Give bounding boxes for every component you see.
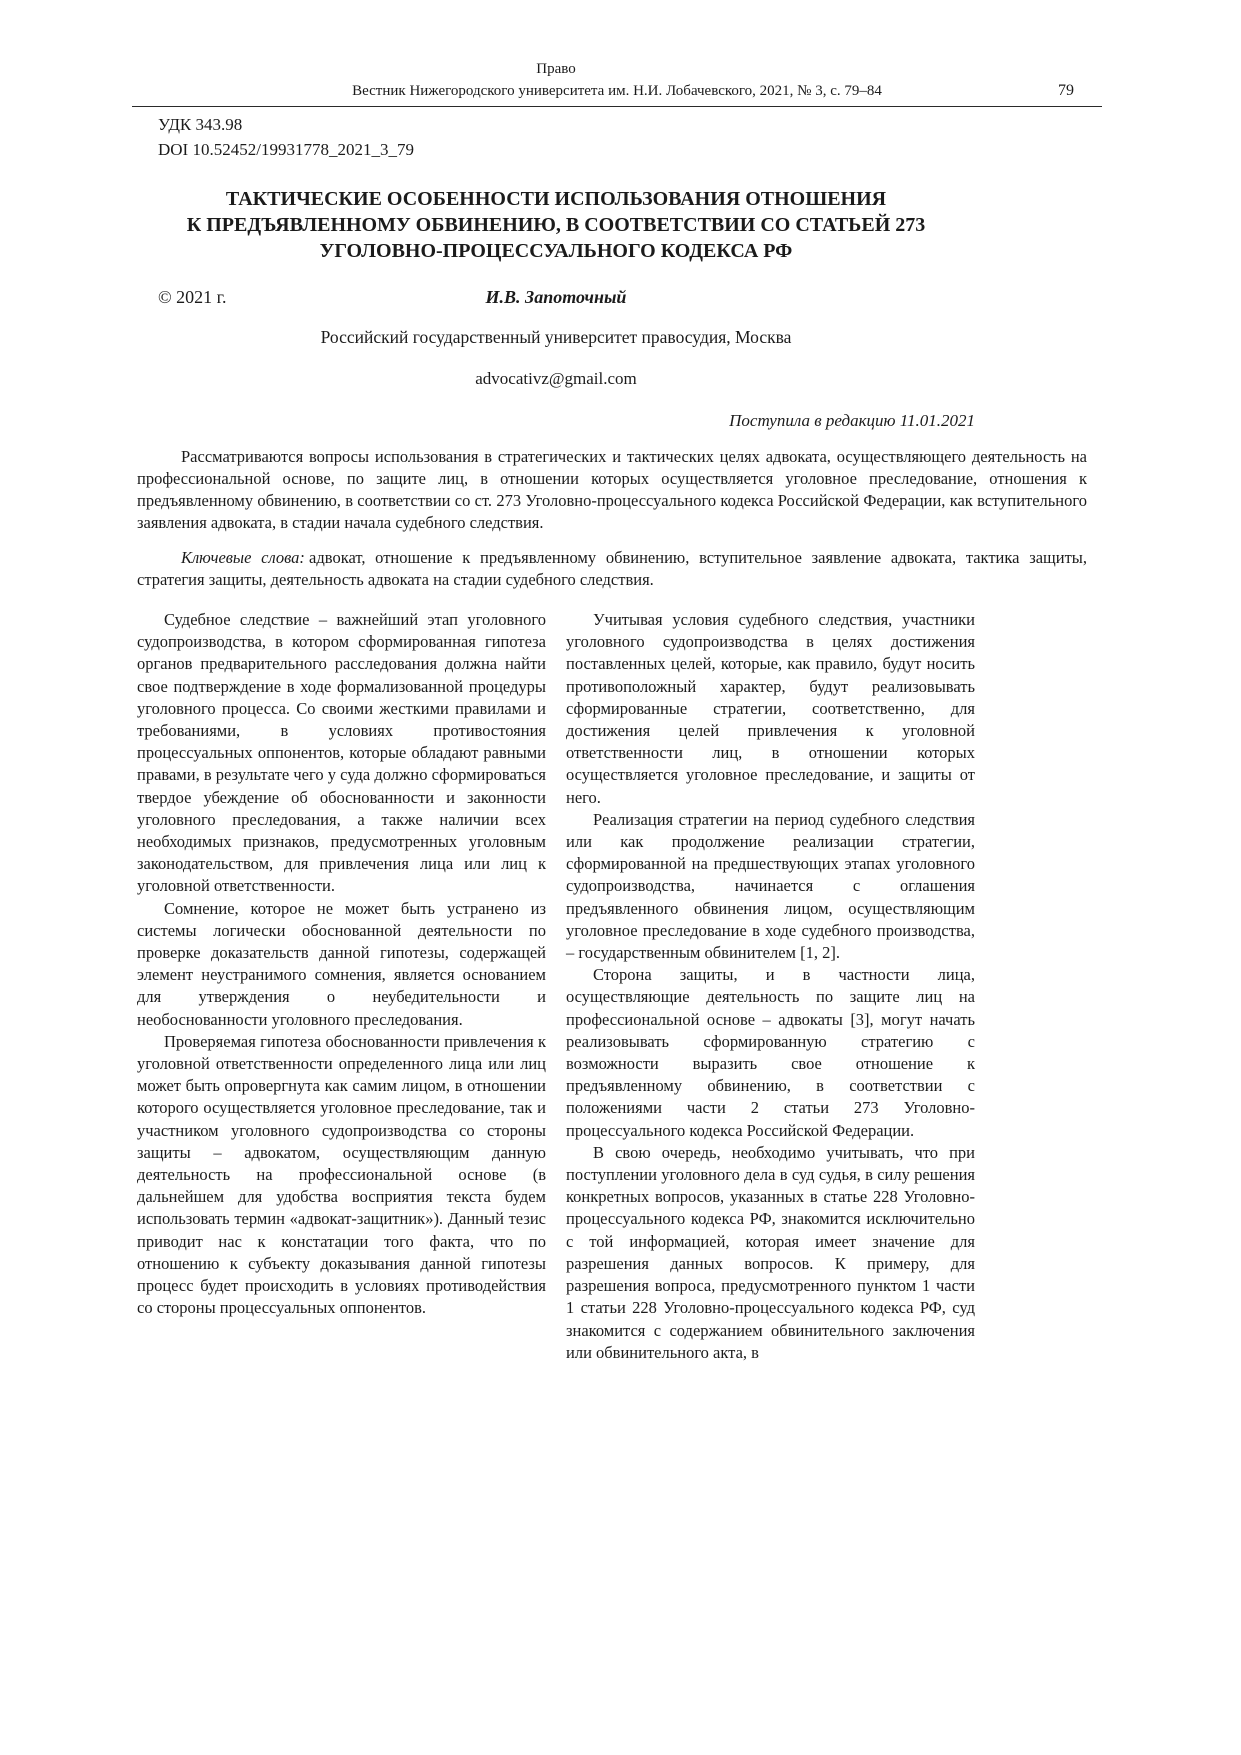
body-paragraph: Сторона защиты, и в частности лица, осуществляющие деятельность по защите лиц на профессиональной основе – адвокаты [3], могут начать реализовывать сформированную стратегию с возможности выразить свое отношение к предъявленному обвинению, в соответствии с положениями части 2 статьи 273 Уголовно-процессуального кодекса Российской Федерации. (566, 965, 975, 1140)
left-column (137, 609, 546, 1364)
udk-line: УДК 343.98 (158, 115, 243, 134)
received-date: Поступила в редакцию 11.01.2021 (729, 411, 975, 430)
copyright-note: © 2021 г. (158, 287, 227, 307)
keywords-text: адвокат, отношение к предъявленному обвинению, вступительное заявление адвоката, тактика защиты, стратегия защиты, деятельность адвоката на стадии судебного следствия. (137, 548, 1088, 589)
right-column (566, 609, 975, 1364)
page-header (132, 60, 1102, 107)
keywords-block (137, 547, 1087, 591)
article-content (137, 112, 1088, 1364)
body-paragraph: Учитывая условия судебного следствия, участники уголовного судопроизводства в целях достижения поставленных целей, которые, как правило, будут носить противоположный характер, будут реализовывать сформированные стратегии, соответственно, для достижения целей привлечения к уголовной ответственности лиц, в отношении которых осуществляется уголовное преследование, и защиты от него. (566, 610, 975, 807)
body-paragraph: Проверяемая гипотеза обоснованности привлечения к уголовной ответственности определенного лица или лиц может быть опровергнута как самим лицом, в отношении которого осуществляется уголовное преследование, так и участником уголовного судопроизводства со стороны защиты – адвокатом, осуществляющим данную деятельность на профессиональной основе (в дальнейшем для удобства восприятия текста будем использовать термин «адвокат-защитник»). Данный тезис приводит нас к констатации того факта, что по отношению к субъекту доказывания данной гипотезы процесс будет происходить в условиях противодействия со стороны процессуальных оппонентов. (137, 1031, 546, 1318)
article-meta (137, 112, 975, 162)
article-title (137, 186, 975, 264)
article-title-line: УГОЛОВНО-ПРОЦЕССУАЛЬНОГО КОДЕКСА РФ (319, 240, 793, 262)
author-name: И.В. Запоточный (485, 287, 627, 307)
article-title-line: К ПРЕДЪЯВЛЕННОМУ ОБВИНЕНИЮ, В СООТВЕТСТВИИ СО СТАТЬЕЙ 273 (186, 214, 926, 236)
rubric-label: Право (536, 61, 576, 77)
body-paragraph: Судебное следствие – важнейший этап уголовного судопроизводства, в котором сформированная гипотеза органов предварительного расследования должна найти свое подтверждение в ходе формализованной процедуры уголовного процесса. Со своими жесткими правилами и требованиями, в условиях противостояния процессуальных оппонентов, которые обладают равными правами, в результате чего у суда должно сформироваться твердое убеждение об обоснованности и законности уголовного преследования, а также наличии всех необходимых признаков, предусмотренных уголовным законодательством, для привлечения лица или лиц к уголовной ответственности. (137, 610, 546, 896)
keywords-label: Ключевые слова: (181, 548, 305, 567)
article-title-line: ТАКТИЧЕСКИЕ ОСОБЕННОСТИ ИСПОЛЬЗОВАНИЯ ОТНОШЕНИЯ (225, 188, 887, 210)
author-affiliation: Российский государственный университет правосудия, Москва (320, 327, 792, 347)
doi-line: DOI 10.52452/19931778_2021_3_79 (158, 140, 414, 159)
body-paragraph: В свою очередь, необходимо учитывать, что при поступлении уголовного дела в суд судья, в силу решения конкретных вопросов, указанных в статье 228 Уголовно-процессуального кодекса РФ, знакомится исключительно с той информацией, которая имеет значение для разрешения данных вопросов. К примеру, для разрешения вопроса, предусмотренного пунктом 1 части 1 статьи 228 Уголовно-процессуального кодекса РФ, суд знакомится с содержанием обвинительного заключения или обвинительного акта, в (566, 1142, 975, 1362)
page-number: 79 (1058, 82, 1074, 99)
abstract-text: Рассматриваются вопросы использования в стратегических и тактических целях адвоката, осуществляющего деятельность на профессиональной основе, по защите лиц, в отношении которых осуществляется уголовное преследование, отношения к предъявленному обвинению, в соответствии со ст. 273 Уголовно-процессуального кодекса Российской Федерации, как вступительного заявления адвоката, в стадии начала судебного следствия. (137, 447, 1087, 532)
journal-citation-row (132, 81, 1102, 107)
author-email: advocativz@gmail.com (475, 369, 637, 388)
body-paragraph: Реализация стратегии на период судебного следствия или как продолжение реализации стратегии, сформированной на предшествующих этапах уголовного судопроизводства, начинается с оглашения предъявленного обвинения лицом, осуществляющим уголовное преследование в ходе судебного производства, – государственным обвинителем [1, 2]. (566, 809, 975, 963)
journal-citation: Вестник Нижегородского университета им. Н.И. Лобачевского, 2021, № 3, с. 79–84 (352, 83, 882, 99)
body-paragraph: Сомнение, которое не может быть устранено из системы логически обоснованной деятельности по проверке доказательств данной гипотезы, содержащей элемент неустранимого сомнения, является основанием для утверждения о неубедительности и необоснованности уголовного преследования. (137, 898, 546, 1029)
byline (137, 286, 975, 308)
body-columns (137, 609, 975, 1364)
